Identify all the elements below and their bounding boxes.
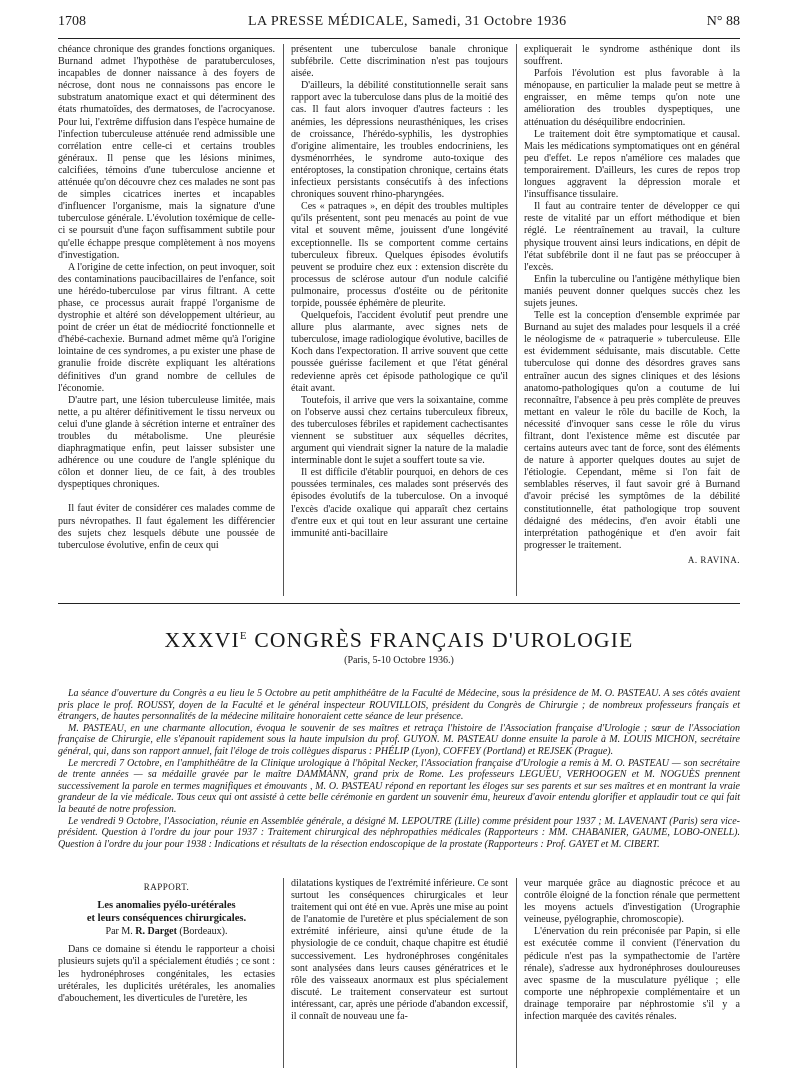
title-text: CONGRÈS FRANÇAIS D'UROLOGIE [247,628,634,652]
paragraph: Il faut au contraire tenter de développer ce qui reste de vitalité par un effort méthodique et bien réglé. Le réentraînement au travail, la culture physique trouvent ainsi leurs indications, en dépit de l'état subfébrile dont il ne faut pas se préoccuper à l'excès. [524,201,740,273]
issue-date: Samedi, 31 Octobre 1936 [412,14,567,29]
rapport-column-3 [524,878,740,1023]
paragraph: L'énervation du rein préconisée par Papin, si elle est exécutée comme il convient (l'énervation du pédicule n'est pas la sympathectomie de l'artère rénale), s'adresse aux hydronéphroses douloureuses avec spasme de la musculature pyélique ; elle comporte une néphropexie complémentaire et un drainage temporaire par néphrostomie s'il y a infection marquée des cavités rénales. [524,926,740,1023]
paragraph: Enfin la tuberculine ou l'antigène méthylique bien maniés peuvent donner quelques succès chez les sujets jeunes. [524,273,740,309]
rapport-author [58,926,275,938]
rapport-title-line-2: et leurs conséquences chirurgicales. [86,912,247,924]
paragraph: chéance chronique des grandes fonctions organiques. Burnand admet l'hypothèse de paratuberculoses, incapables de donner naissance à des foyers de nécrose, dont nous ne connaissons pas encore le substratum anatomique exact et qui déterminent des états rhumatoïdes, des dermatoses, de l'acrocyanose. Pour lui, l'extrême diffusion dans l'espèce humaine de l'infection tuberculeuse atténuée rend admissible une corrélation entre celle-ci et certains troubles généraux. Il pense que les lésions minimes, calcifiées, témoins d'une tuberculose ancienne et atténuée qu'on découvre chez ces malades ne sont pas de simples cicatrices inertes et incapables d'influencer l'organisme, mais la signature d'une tuberculose générale. L'évolution toxémique de celle-ci se poursuit d'une façon suffisamment subtile pour qu'elle échappe presque complètement à nos moyens d'investigation. [58,44,275,261]
section-rule [58,603,740,604]
title-superscript: E [239,629,248,642]
paragraph: D'ailleurs, la débilité constitutionnelle serait sans rapport avec la tuberculose dans plus de la moitié des cas. Il faut alors invoquer d'autres facteurs : les anémies, les dépressions neurasthéniques, les crises de croissance, l'hérédo-syphilis, les dystrophies d'origine alimentaire, les troubles endocriniens, les dysménorrhées, le syndrome auto-toxique des entéroptoses, la constipation chronique, certains états infectieux persistants consécutifs à des infections chroniques souvent rhino-pharyngées. [291,80,508,201]
paragraph: expliquerait le syndrome asthénique dont ils souffrent. [524,44,740,68]
congress-subtitle: (Paris, 5-10 Octobre 1936.) [344,655,454,666]
rapport-kicker: RAPPORT. [143,882,190,892]
column-divider [516,878,517,1068]
paragraph: Telle est la conception d'ensemble exprimée par Burnand au sujet des malades pour lesquels il a créé le néologisme de « patraquerie » tuberculeuse. Elle est évidemment séduisante, mais discutable. Cette tuberculose qui donne des désordres graves sans entraîner aucun des signes cliniques et des lésions anatomo-pathologiques qu'on a coutume de lui reconnaître, l'absence à peu près complète de preuves mettant en valeur le rôle du bacille de Koch, la nécessité d'invoquer sans cesse le rôle du virus filtrant, dont l'existence même est discutée par certains auteurs avec tant de force, sont des éléments de nature à apporter quelques doutes au sujet de l'étiologie. Cependant, même si l'on fait de semblables réserves, il faut savoir gré à Burnand d'avoir précisé les symptômes de la débilité constitutionnelle, état pathologique trop souvent dédaigné des médecins, d'en avoir établi une interprétation pathogénique et d'en avoir fait progresser le traitement. [524,310,740,551]
page-header [58,14,740,36]
paragraph: Il est difficile d'établir pourquoi, en dehors de ces poussées terminales, ces malades sont préservés des épisodes évolutifs de la tuberculose. On a invoqué l'excès d'acide oxalique qui apparaît chez certains d'entre eux et qui tout en leur assurant une certaine immunité anti-bacillaire [291,467,508,539]
paragraph: veur marquée grâce au diagnostic précoce et au contrôle éloigné de la fonction rénale que permettent les moyens actuels d'investigation (Urographie veineuse, pyélographie, chromoscopie). [524,878,740,926]
article-column-2 [291,44,508,540]
paragraph: Il faut éviter de considérer ces malades comme de purs névropathes. Il faut également les différencier des sujets chez lesquels débute une poussée de tuberculose évolutive, enfin de ceux qui [58,503,275,551]
article-column-3 [524,44,740,566]
session-report [58,688,740,850]
author-city: (Bordeaux). [176,926,228,938]
paragraph: Parfois l'évolution est plus favorable à la ménopause, en particulier la malade peut se mettre à engraisser, en même temps qu'on note une amélioration des troubles dyspeptiques, une atténuation du déséquilibre endocrinien. [524,68,740,128]
paragraph: Quelquefois, l'accident évolutif peut prendre une allure plus alarmante, avec signes nets de tuberculose, image radiologique évolutive, bacilles de Koch dans l'expectoration. Il arrive souvent que cette poussée guérisse facilement et que l'état général redevienne après cet épisode pathologique ce qu'il était avant. [291,310,508,394]
issue-number: N° 88 [706,14,740,29]
paragraph: Ces « patraques », en dépit des troubles multiples qu'ils présentent, sont peu menacés au point de vue vital et souvent même, jouissent d'une longévité exceptionnelle. Ils se comportent comme certains tuberculeux fibreux. Quelques épisodes évolutifs peuvent se produire chez eux : extension discrète du processus de sclérose autour d'un nodule calcifié pulmonaire, processus d'ostéite ou de péritonite torpide, poussée éphémère de pleurite. [291,201,508,309]
paragraph: dilatations kystiques de l'extrémité inférieure. Ce sont surtout les conséquences chirurgicales et leur traitement qui ont été en vue. Après une mise au point de l'anatomie de l'uretère et plus spécialement de son extrémité inférieure, ainsi qu'une étude de la physiologie de ce conduit, chaque chapitre est étudié successivement. Les hydronéphroses congénitales sont analysées dans leurs causes génératrices et le rôle des vaisseaux anormaux est plus spécialement discuté. Le traitement conservateur est surtout intéressant, car, après une période d'abandon excessif, il connaît de nouveau une fa- [291,878,508,1023]
author-prefix: Par M. [105,926,136,938]
header-rule [58,38,740,39]
congress-title [58,628,740,653]
column-divider [283,44,284,596]
rapport-title-line-1: Les anomalies pyélo-urétérales [97,900,236,912]
paragraph: A l'origine de cette infection, on peut invoquer, soit des contaminations paucibacillaires de l'enfance, soit une hérédo-tuberculose par virus filtrant. A cette phase, ce processus aurait frappé l'organisme de dystrophie et altéré son développement ultérieur, au point de créer un état de médiocrité fonctionnelle et d'hébé-cachexie. Burnand admet même qu'à l'origine lointaine de ces syndromes, a pu exister une phase de granulie froide discrète expliquant les altérations définitives d'un grand nombre de cellules de l'économie. [58,261,275,394]
author-name: R. Darget [135,926,177,938]
rapport-column-2 [291,878,508,1023]
author-signature: A. RAVINA. [687,554,740,565]
paragraph: présentent une tuberculose banale chronique subfébrile. Cette discrimination n'est pas toujours aisée. [291,44,508,80]
journal-name: LA PRESSE MÉDICALE, [248,14,409,29]
article-column-1 [58,44,275,552]
rapport-column-1 [58,878,275,1005]
session-paragraph: M. PASTEAU, en une charmante allocution, évoqua le souvenir de ses maîtres et retraça l'histoire de l'Association française d'Urologie ; sœur de l'Association française de Chirurgie, elle s'épanouit rapidement sous la haute impulsion du prof. GUYON. M. PASTEAU donne ensuite la parole à M. LOUIS MICHON, secrétaire général, qui, dans son rapport annuel, fait l'éloge de trois collègues disparus : PHÉLIP (Lyon), COFFEY (Portland) et REJSEK (Prague). [58,722,740,757]
session-paragraph: Le vendredi 9 Octobre, l'Association, réunie en Assemblée générale, a désigné M. LEPOUTRE (Lille) comme président pour 1937 ; M. LAVENANT (Paris) sera vice-président. Question à l'ordre du jour pour 1937 : Traitement chirurgical des néphropathies médicales (Rapporteurs : MM. CHABANIER, GAUME, LOBO-ONELL). Question à l'ordre du jour pour 1938 : Indications et résultats de la résection endoscopique de la prostate (Rapporteurs : Prof. GAYET et M. CIBERT. [58,815,740,850]
session-paragraph: Le mercredi 7 Octobre, en l'amphithéâtre de la Clinique urologique à l'hôpital Necker, l'Association française d'Urologie a remis à M. O. PASTEAU — son secrétaire de trente années — sa médaille gravée par le maître DAMMANN, grand prix de Rome. Les professeurs LEGUEU, VERHOOGEN et M. NOGUÈS prennent successivement la parole en termes magnifiques et émouvants , M. O. PASTEAU répond en reportant les éloges sur ses parents et sur ses maîtres et en montrant la vraie grandeur de la vie médicale. Tous ceux qui ont assisté à cette belle cérémonie en gardent un souvenir ému, heureux d'avoir entendu glorifier et applaudir tout ce qui fait la beauté de notre profession. [58,757,740,815]
paragraph: Dans ce domaine si étendu le rapporteur a choisi plusieurs sujets qu'il a spécialement étudiés ; ce sont : les hydronéphroses congénitales, les ectasies urétérales, les duplicités urétérales, les anomalies d'abouchement, les diverticules de l'uretère, les [58,944,275,1004]
page-number: 1708 [58,14,86,29]
title-numeral: XXXVI [164,628,240,652]
column-divider [516,44,517,596]
paragraph: D'autre part, une lésion tuberculeuse limitée, mais nette, a pu altérer définitivement le tissu nerveux ou celui d'une glande à sécrétion interne et entraîner des troubles du métabolisme. Une pleurésie diaphragmatique enfin, peut laisser subsister une adhérence ou une coudure de l'angle splénique du côlon et donner lieu, de ce fait, à des troubles dyspeptiques chroniques. [58,394,275,491]
paragraph: Le traitement doit être symptomatique et causal. Mais les médications symptomatiques ont en général peu d'effet. Le repos n'améliore ces malades que temporairement. D'ailleurs, les cures de repos trop longues aggravent la dépression morale et l'insuffisance tissulaire. [524,128,740,201]
column-divider [283,878,284,1068]
session-paragraph: La séance d'ouverture du Congrès a eu lieu le 5 Octobre au petit amphithéâtre de la Faculté de Médecine, sous la présidence de M. O. PASTEAU. A ses côtés avaient pris place le prof. ROUSSY, doyen de la Faculté et le général inspecteur ROUVILLOIS, président du Congrès de Chirurgie ; de nombreux professeurs français et étrangers, de hautes personnalités de la médecine militaire honoraient cette séance de leur présence. [58,688,740,723]
journal-title-line [248,14,567,30]
paragraph: Toutefois, il arrive que vers la soixantaine, comme on l'observe aussi chez certains tuberculeux fibreux, des tuberculoses fébriles et rapidement cachectisantes viennent se substituer aux séquelles décrites, argument qui viendrait signer la nature de la maladie interminable dont le sujet a souffert toute sa vie. [291,394,508,467]
